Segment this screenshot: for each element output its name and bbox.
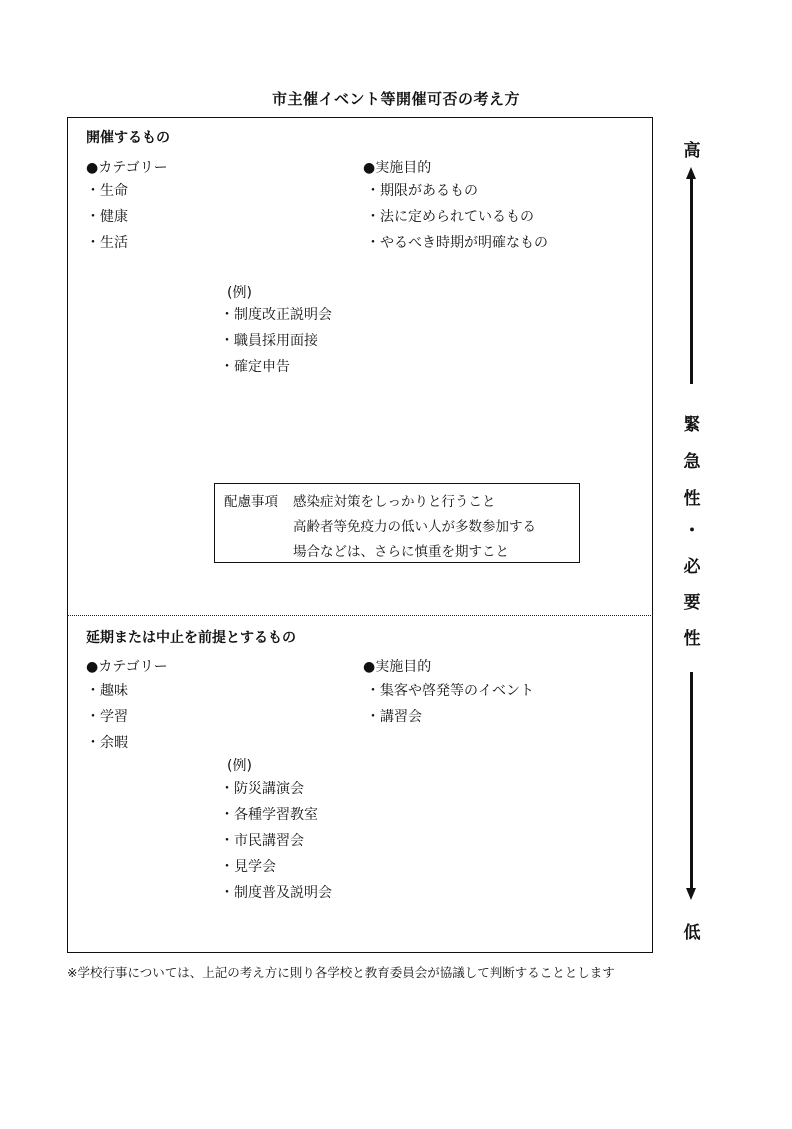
hold-category-heading: ●カテゴリー [86,160,168,176]
list-item: ・集客や啓発等のイベント [366,683,534,699]
axis-char: 性 [683,629,701,649]
hold-example-heading: (例) [227,285,252,301]
caution-label: 配慮事項 [224,494,278,510]
postpone-purpose-heading: ●実施目的 [363,659,432,675]
list-item: ・確定申告 [220,359,290,375]
list-item: ・やるべき時期が明確なもの [366,235,548,251]
postpone-category-heading: ●カテゴリー [86,659,168,675]
list-item: ・見学会 [220,859,276,875]
caution-box [214,483,580,563]
axis-line-upper [690,178,693,384]
hold-purpose-list [366,178,548,256]
list-item: ・職員採用面接 [220,333,318,349]
postpone-example-list [220,776,332,906]
list-item: ・健康 [86,209,128,225]
list-item: ・趣味 [86,683,128,699]
list-item: ・学習 [86,709,128,725]
axis-high-label: 高 [683,141,701,161]
caution-line: 高齢者等免疫力の低い人が多数参加する [293,519,536,535]
axis-char: ・ [683,521,701,541]
postpone-category-list [86,678,128,756]
list-item: ・生命 [86,183,128,199]
axis-char: 性 [683,489,701,509]
list-item: ・法に定められているもの [366,209,534,225]
section-divider [67,615,653,616]
hold-heading: 開催するもの [86,130,170,146]
footnote: ※学校行事については、上記の考え方に則り各学校と教育委員会が協議して判断することとします [67,965,615,980]
postpone-example-heading: (例) [227,758,252,774]
axis-low-label: 低 [683,923,701,943]
hold-purpose-heading: ●実施目的 [363,160,432,176]
axis-line-lower [690,672,693,890]
list-item: ・防災講演会 [220,781,304,797]
arrow-down-icon [686,888,696,900]
axis-char: 要 [683,593,701,613]
axis-char: 必 [683,557,701,577]
hold-category-list [86,178,128,256]
postpone-heading: 延期または中止を前提とするもの [86,630,296,646]
list-item: ・生活 [86,235,128,251]
page-title: 市主催イベント等開催可否の考え方 [271,90,520,108]
caution-line: 感染症対策をしっかりと行うこと [293,494,496,510]
axis-char: 緊 [683,415,701,435]
list-item: ・制度改正説明会 [220,307,332,323]
caution-line: 場合などは、さらに慎重を期すこと [293,544,509,560]
list-item: ・各種学習教室 [220,807,318,823]
list-item: ・制度普及説明会 [220,885,332,901]
axis-char: 急 [683,452,701,472]
postpone-purpose-list [366,678,534,730]
list-item: ・余暇 [86,735,128,751]
list-item: ・市民講習会 [220,833,304,849]
list-item: ・講習会 [366,709,422,725]
hold-example-list [220,302,332,380]
list-item: ・期限があるもの [366,183,478,199]
